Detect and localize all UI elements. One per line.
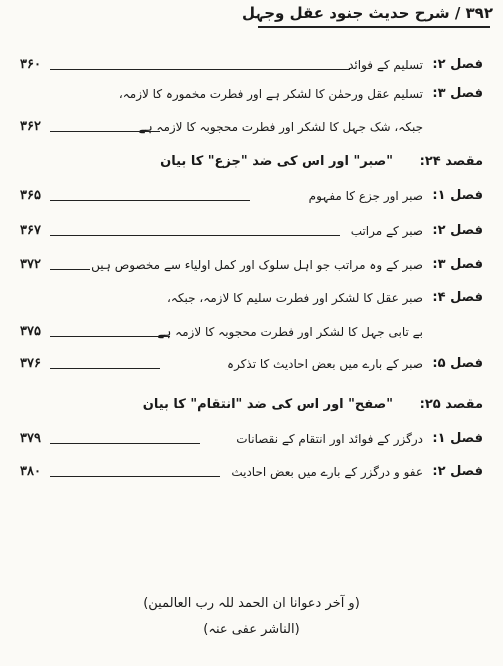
toc-entry — [0, 464, 503, 486]
toc-entry — [0, 324, 503, 346]
entry-label: فصل ۲: — [432, 57, 483, 72]
entry-page: ۳۷۹ — [20, 431, 41, 446]
entry-label: فصل ۳: — [432, 86, 483, 101]
leader-line — [50, 476, 220, 477]
leader-line — [50, 235, 340, 236]
toc-entry — [0, 356, 503, 378]
entry-label: فصل ۴: — [432, 290, 483, 305]
section-heading — [0, 397, 503, 419]
page-header: ۳۹۲ / شرح حدیث جنود عقل وجہل — [242, 4, 493, 22]
section-heading — [0, 154, 503, 176]
section-label: مقصد ۲۴: — [419, 154, 483, 169]
section-title: "صفح" اور اس کی ضد "انتقام" کا بیان — [142, 397, 393, 412]
toc-entry — [0, 290, 503, 312]
leader-line — [50, 69, 350, 70]
entry-page: ۳۷۵ — [20, 324, 41, 339]
publisher-note: (الناشر عفی عنہ) — [203, 622, 300, 637]
entry-title: جبکہ، شک جہل کا لشکر اور فطرت محجوبہ کا لازمہ ہے — [138, 120, 423, 134]
leader-line — [50, 368, 160, 369]
entry-page: ۳۷۲ — [20, 257, 41, 272]
entry-title: صبر کے مراتب — [350, 224, 423, 238]
leader-line — [50, 443, 200, 444]
closing-prayer: (و آخر دعوانا ان الحمد للہ رب العالمین) — [143, 596, 360, 611]
entry-page: ۳۶۲ — [20, 119, 41, 134]
entry-title: صبر عقل کا لشکر اور فطرت سلیم کا لازمہ، جبکہ، — [166, 291, 423, 305]
entry-label: فصل ۳: — [432, 257, 483, 272]
entry-page: ۳۶۷ — [20, 223, 41, 238]
toc-entry — [0, 119, 503, 141]
entry-label: فصل ۲: — [432, 464, 483, 479]
entry-title: صبر کے بارے میں بعض احادیث کا تذکرہ — [227, 357, 423, 371]
toc-entry — [0, 431, 503, 453]
entry-page: ۳۸۰ — [20, 464, 41, 479]
toc-entry — [0, 188, 503, 210]
toc-entry — [0, 57, 503, 79]
toc-entry — [0, 86, 503, 108]
leader-line — [50, 200, 250, 201]
entry-label: فصل ۵: — [432, 356, 483, 371]
leader-line — [50, 269, 90, 270]
entry-label: فصل ۲: — [432, 223, 483, 238]
section-label: مقصد ۲۵: — [419, 397, 483, 412]
entry-label: فصل ۱: — [432, 188, 483, 203]
entry-title: صبر اور جزع کا مفہوم — [308, 189, 423, 203]
entry-page: ۳۷۶ — [20, 356, 41, 371]
leader-line — [50, 336, 170, 337]
section-title: "صبر" اور اس کی ضد "جزع" کا بیان — [160, 154, 393, 169]
entry-title: صبر کے وہ مراتب جو اہل سلوک اور کمل اولیاء سے مخصوص ہیں — [91, 258, 423, 272]
header-rule — [258, 26, 490, 28]
entry-title: درگزر کے فوائد اور انتقام کے نقصانات — [236, 432, 423, 446]
entry-page: ۳۶۵ — [20, 188, 41, 203]
entry-label: فصل ۱: — [432, 431, 483, 446]
toc-entry — [0, 223, 503, 245]
entry-page: ۳۶۰ — [20, 57, 41, 72]
toc-entry — [0, 257, 503, 279]
entry-title: تسلیم کے فوائد — [348, 58, 423, 72]
leader-line — [50, 131, 160, 132]
entry-title: عفو و درگزر کے بارے میں بعض احادیث — [231, 465, 423, 479]
entry-title: بے تابی جہل کا لشکر اور فطرت محجوبہ کا لازمہ ہے — [157, 325, 423, 339]
entry-title: تسلیم عقل ورحمٰن کا لشکر ہے اور فطرت مخمورہ کا لازمہ، — [118, 87, 423, 101]
